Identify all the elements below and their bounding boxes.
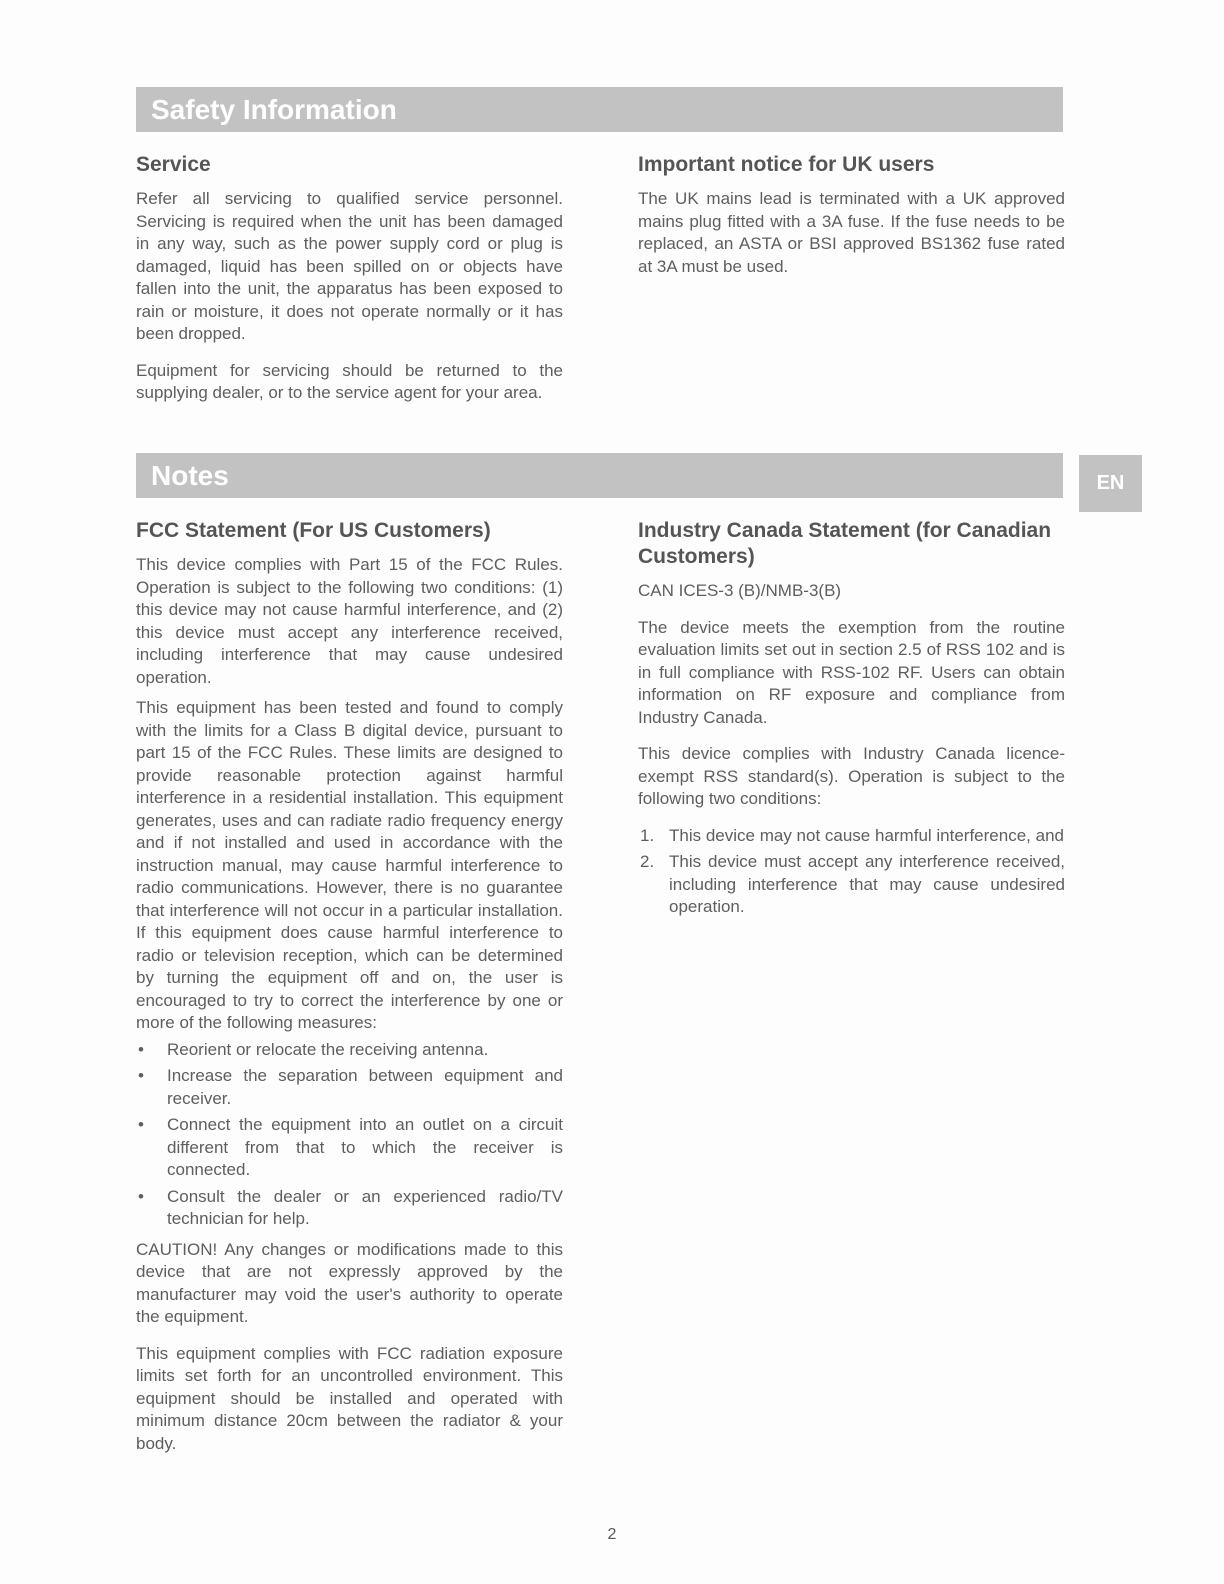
uk-notice-paragraph: The UK mains lead is terminated with a UK approved mains plug fitted with a 3A fuse. If the fuse needs to be replaced, an ASTA or BSI approved BS1362 fuse rated at 3A must be used. — [638, 189, 1065, 276]
bullet-mark: • — [138, 1066, 144, 1085]
canada-paragraph-2: This device complies with Industry Canada licence-exempt RSS standard(s). Operation is subject to the following two conditions: — [638, 744, 1065, 808]
list-item-text: Connect the equipment into an outlet on a circuit different from that to which the receiver is connected. — [167, 1115, 563, 1179]
canada-heading: Industry Canada Statement (for Canadian Customers) — [638, 519, 1052, 568]
list-item — [638, 825, 1065, 848]
notes-banner: Notes — [136, 453, 1063, 498]
bullet-mark: • — [138, 1115, 144, 1134]
fcc-paragraph-1: This device complies with Part 15 of the FCC Rules. Operation is subject to the following two conditions: (1) this device may not cause harmful interference, and (2) this device must accept any interference received, including interference that may cause undesired operation. — [136, 555, 563, 687]
service-heading: Service — [136, 153, 211, 176]
list-item — [638, 851, 1065, 919]
service-section — [136, 152, 563, 419]
fcc-paragraph-2: This equipment has been tested and found to comply with the limits for a Class B digital device, pursuant to part 15 of the FCC Rules. These limits are designed to provide reasonable protection against harmful interference in a residential installation. This equipment generates, uses and can radiate radio frequency energy and if not installed and used in accordance with the instruction manual, may cause harmful interference to radio communications. However, there is no guarantee that interference will not occur in a particular installation. If this equipment does cause harmful interference to radio or television reception, which can be determined by turning the equipment off and on, the user is encouraged to try to correct the interference by one or more of the following measures: — [136, 698, 563, 1032]
list-item — [136, 1065, 563, 1110]
list-item — [136, 1186, 563, 1231]
page-number: 2 — [607, 1526, 617, 1543]
list-item-text: Reorient or relocate the receiving antenna. — [167, 1039, 489, 1059]
list-item-text: This device may not cause harmful interference, and — [669, 825, 1064, 845]
fcc-section — [136, 518, 563, 1469]
list-number: 2. — [640, 852, 655, 871]
list-item — [136, 1114, 563, 1182]
fcc-paragraph-3: This equipment complies with FCC radiation exposure limits set forth for an uncontrolled environment. This equipment should be installed and operated with minimum distance 20cm between the radiator & your body. — [136, 1343, 563, 1453]
service-paragraph-1: Refer all servicing to qualified service personnel. Servicing is required when the unit has been damaged in any way, such as the power supply cord or plug is damaged, liquid has been spilled on or objects have fallen into the unit, the apparatus has been exposed to rain or moisture, it does not operate normally or it has been dropped. — [136, 189, 563, 343]
canada-conditions-list — [638, 825, 1065, 919]
uk-notice-heading: Important notice for UK users — [638, 153, 935, 176]
list-number: 1. — [640, 825, 655, 845]
safety-information-banner: Safety Information — [136, 87, 1063, 132]
service-paragraph-2: Equipment for servicing should be returned to the supplying dealer, or to the service agent for your area. — [136, 360, 563, 402]
language-tab-en: EN — [1079, 455, 1142, 512]
canada-code: CAN ICES-3 (B)/NMB-3(B) — [638, 581, 842, 600]
list-item-text: Increase the separation between equipment and receiver. — [167, 1066, 563, 1108]
uk-notice-section — [638, 152, 1065, 292]
list-item-text: This device must accept any interference received, including interference that may cause undesired operation. — [669, 852, 1065, 916]
canada-paragraph-1: The device meets the exemption from the routine evaluation limits set out in section 2.5 of RSS 102 and is in full compliance with RSS-102 RF. Users can obtain information on RF exposure and compliance from Industry Canada. — [638, 617, 1065, 727]
list-item-text: Consult the dealer or an experienced radio/TV technician for help. — [167, 1186, 563, 1228]
fcc-caution: CAUTION! Any changes or modifications made to this device that are not expressly approved by the manufacturer may void the user's authority to operate the equipment. — [136, 1239, 563, 1326]
bullet-mark: • — [138, 1039, 144, 1059]
canada-section — [638, 518, 1065, 927]
list-item — [136, 1039, 563, 1062]
fcc-measures-list — [136, 1039, 563, 1231]
fcc-heading: FCC Statement (For US Customers) — [136, 519, 491, 542]
bullet-mark: • — [138, 1186, 144, 1206]
